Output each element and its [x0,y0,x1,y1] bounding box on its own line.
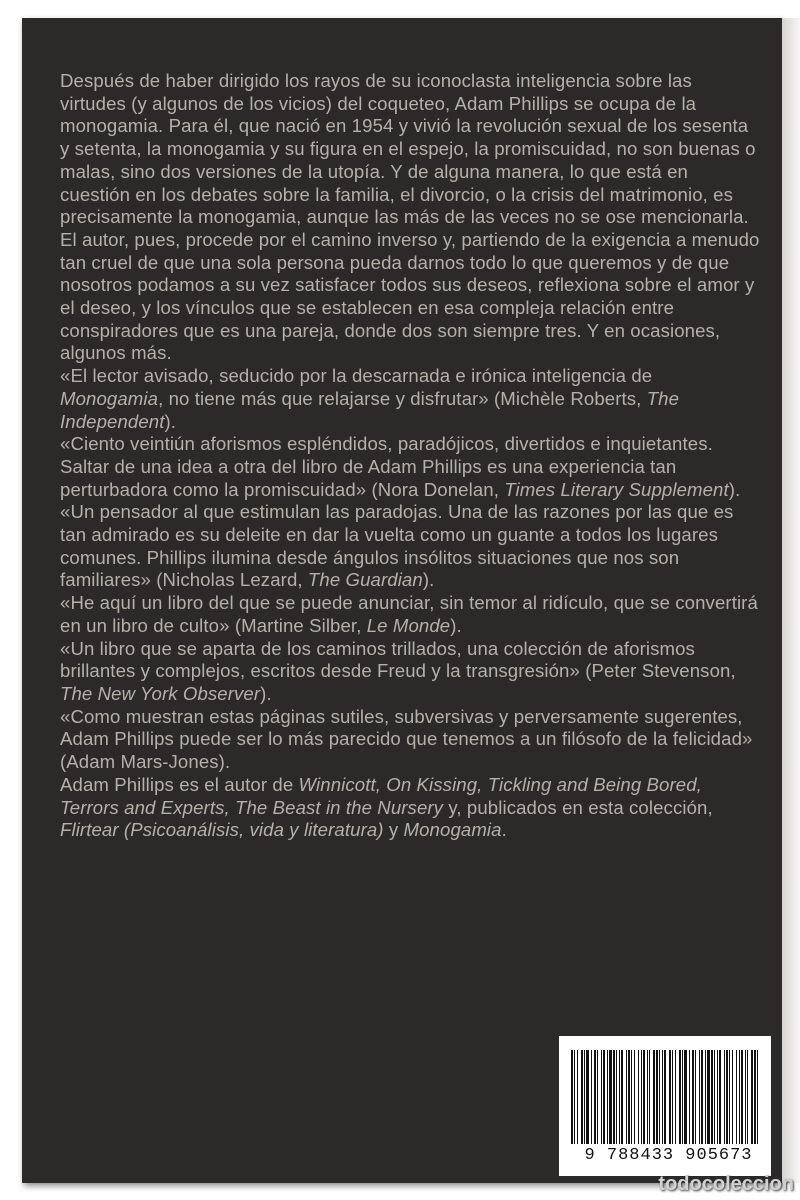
barcode-bar [659,1050,660,1144]
barcode [559,1036,771,1176]
isbn-number: 9 788433 905673 [584,1146,753,1165]
barcode-bar [747,1050,748,1144]
text-run: «Como muestran estas páginas sutiles, subversivas y perversamente sugerentes, Adam Phillips puede ser lo más parecido que tenemos a un filósofo de la felicidad» (Adam Mars-Jones). [60,705,753,773]
barcode-bar [609,1050,612,1144]
barcode-bar [669,1050,671,1144]
barcode-bar [705,1050,706,1144]
barcode-bar [724,1050,725,1144]
barcode-bar [626,1050,627,1144]
back-cover-text [60,70,760,842]
barcode-bar [726,1050,728,1144]
barcode-bar [631,1050,632,1144]
italic-title: The Independent [60,387,680,432]
barcode-bar [732,1050,733,1144]
barcode-bar [656,1050,658,1144]
back-cover-paragraph [60,433,760,501]
barcode-bar [701,1050,703,1144]
barcode-bar [586,1050,589,1144]
text-run: ). [728,478,741,500]
barcode-bar [607,1050,608,1144]
text-run: «Un libro que se aparta de los caminos trillados, una colección de aforismos brillantes y complejos, escritos desde Freud y la transgresión» (Peter Stevenson, [60,637,736,682]
barcode-bar [699,1050,700,1144]
page-edge [782,18,800,1183]
barcode-bar [649,1050,650,1144]
back-cover-paragraph [60,229,760,365]
italic-title: Times Literary Supplement [504,478,729,500]
book-back-cover [22,18,782,1183]
barcode-bar [679,1050,681,1144]
text-run: «Ciento veintiún aforismos espléndidos, paradójicos, divertidos e inquietantes. Saltar de una idea a otra del libro de Adam Phillips es una experiencia tan perturbadora como la promiscuidad» (Nora Donelan, [60,433,713,500]
text-run: . [501,819,507,841]
text-run: , no tiene más que relajarse y disfrutar» (Michèle Roberts, [158,387,647,409]
italic-title: The Guardian [307,569,423,591]
barcode-bar [634,1050,635,1144]
barcode-bar [707,1050,710,1144]
barcode-bar [662,1050,663,1144]
barcode-bar [682,1050,683,1144]
text-run: ). [422,569,435,591]
barcode-bar [672,1050,673,1144]
italic-title: Monogamia [403,819,502,841]
text-run: Adam Phillips es el autor de [60,773,299,795]
barcode-bar [717,1050,718,1144]
back-cover-paragraph [60,706,760,774]
barcode-bar [574,1050,575,1144]
barcode-bar [613,1050,615,1144]
barcode-bar [628,1050,630,1144]
barcode-bar [581,1050,583,1144]
back-cover-paragraph [60,501,760,592]
italic-title: The New York Observer [60,682,261,704]
text-run: y, publicados en esta colección, [443,796,713,818]
barcode-bar [684,1050,687,1144]
barcode-bar [757,1050,758,1144]
back-cover-paragraph [60,70,760,229]
barcode-bars [569,1050,761,1144]
text-run: y [383,819,404,841]
barcode-bar [711,1050,713,1144]
barcode-bar [603,1050,605,1144]
barcode-bar [621,1050,623,1144]
barcode-bar [664,1050,666,1144]
italic-title: Le Monde [366,614,451,636]
text-run: «Un pensador al que estimulan las paradojas. Una de las razones por las que es tan admirado es su deleite en dar la vuelta como un guante a todos los lugares comunes. Phillips ilumina desde ángulos insólitos situaciones que nos son familiares» (Nicholas Lezard, [60,501,734,591]
watermark: todocoleccion [658,1173,794,1195]
barcode-bar [675,1050,676,1144]
back-cover-paragraph [60,365,760,433]
barcode-bar [739,1050,740,1144]
text-run: «El lector avisado, seducido por la descarnada e irónica inteligencia de [60,365,653,387]
text-run: ). [164,410,177,432]
italic-title: Monogamia [60,387,159,409]
barcode-bar [719,1050,721,1144]
barcode-bar [745,1050,746,1144]
barcode-bar [643,1050,645,1144]
barcode-bar [594,1050,596,1144]
barcode-bar [653,1050,655,1144]
text-run: ). [450,614,462,636]
barcode-bar [638,1050,639,1144]
barcode-bar [695,1050,696,1144]
barcode-bar [729,1050,730,1144]
barcode-bar [597,1050,598,1144]
barcode-bar [714,1050,715,1144]
italic-title: Winnicott, On Kissing, Tickling and Being Bored, Terrors and Experts, The Beast in the Nursery [60,773,702,818]
barcode-bar [751,1050,753,1144]
barcode-bar [584,1050,585,1144]
back-cover-paragraph [60,592,760,637]
barcode-bar [736,1050,737,1144]
barcode-bar [577,1050,578,1144]
back-cover-paragraph [60,774,760,842]
barcode-bar [616,1050,617,1144]
text-run: El autor, pues, procede por el camino inverso y, partiendo de la exigencia a menudo tan cruel de que una sola persona pueda darnos todo lo que queremos y de que nosotros podamos a su vez satisfacer todos sus deseos, reflexiona sobre el amor y el deseo, y los vínculos que se establecen en esa compleja relación entre conspiradores que es una pareja, donde dos son siempre tres. Y en ocasiones, algunos más. [60,228,760,364]
text-run: «He aquí un libro del que se puede anunciar, sin temor al ridículo, que se convertirá en un libro de culto» (Martine Silber, [60,592,758,636]
barcode-bar [601,1050,602,1144]
barcode-bar [754,1050,756,1144]
barcode-bar [647,1050,648,1144]
barcode-bar [741,1050,743,1144]
text-run: ). [260,682,272,704]
barcode-bar [619,1050,620,1144]
barcode-bar [689,1050,690,1144]
italic-title: Flirtear (Psicoanálisis, vida y literatura) [60,819,384,841]
barcode-bar [692,1050,694,1144]
text-run: Después de haber dirigido los rayos de su iconoclasta inteligencia sobre las virtudes (y algunos de los vicios) del coqueteo, Adam Phillips se ocupa de la monogamia. Para él, que nació en 1954 y vivió la revolución sexual de los sesenta y setenta, la monogamia y su figura en el espejo, la promiscuidad, no son buenas o malas, sino dos versiones de la utopía. Y de alguna manera, lo que está en cuestión en los debates sobre la familia, el divorcio, o la crisis del matrimonio, es precisamente la monogamia, aunque las más de las veces no se ose mencionarla. [60,70,756,228]
barcode-bar [641,1050,642,1144]
barcode-bar [591,1050,592,1144]
back-cover-paragraph [60,638,760,706]
barcode-bar [571,1050,573,1144]
